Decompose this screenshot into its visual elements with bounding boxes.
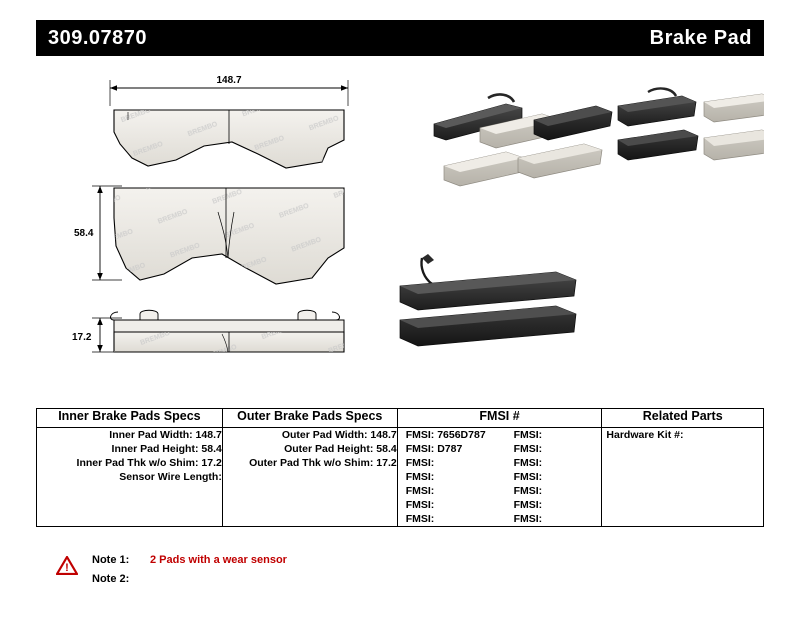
fmsi-label-5: FMSI: (405, 485, 435, 497)
note-2-label: Note 2: (92, 573, 130, 585)
fmsi-label-9: FMSI: (513, 443, 543, 455)
fmsi-label-8: FMSI: (513, 429, 543, 441)
inner-specs-cell (37, 428, 223, 527)
outer-pad-width-value: 148.7 (370, 429, 397, 441)
pad-outline-middle (114, 188, 344, 284)
fmsi-label-3: FMSI: (405, 457, 435, 469)
spec-row (37, 470, 222, 484)
fmsi-row (398, 512, 602, 526)
fmsi-label-14: FMSI: (513, 513, 543, 525)
spec-row (223, 456, 397, 470)
product-drawing-area (36, 62, 764, 392)
svg-text:17.2: 17.2 (72, 332, 92, 343)
hardware-kit-row (602, 428, 763, 442)
product-drawing-svg (36, 62, 764, 392)
part-number: 309.07870 (48, 26, 148, 49)
note-2-row (56, 573, 556, 592)
fmsi-value-1: 7656D787 (437, 429, 486, 441)
fmsi-label-12: FMSI: (513, 485, 543, 497)
fmsi-label-6: FMSI: (405, 499, 435, 511)
fmsi-cell (397, 428, 602, 527)
spec-row (37, 456, 222, 470)
fmsi-label-4: FMSI: (405, 471, 435, 483)
svg-text:58.4: 58.4 (74, 228, 94, 239)
sensor-wire-length-label: Sensor Wire Length: (119, 471, 222, 483)
fmsi-label-1: FMSI: (405, 429, 435, 441)
spec-row (37, 428, 222, 442)
fmsi-label-7: FMSI: (405, 513, 435, 525)
inner-pad-width-label: Inner Pad Width: (109, 429, 193, 441)
fmsi-row (398, 442, 602, 456)
inner-pad-thk-label: Inner Pad Thk w/o Shim: (76, 457, 199, 469)
pad-outline-top (114, 110, 344, 168)
inner-pad-height-label: Inner Pad Height: (111, 443, 199, 455)
fmsi-value-2: D787 (437, 443, 463, 455)
svg-text:148.7: 148.7 (216, 75, 242, 86)
product-photo-group-top-left (434, 95, 612, 186)
inner-pad-width-value: 148.7 (195, 429, 222, 441)
product-photo-group-top-right (618, 89, 764, 160)
fmsi-label-11: FMSI: (513, 471, 543, 483)
note-1-label: Note 1: (92, 554, 130, 566)
pad-outline-side (111, 310, 344, 352)
column-header-inner-specs: Inner Brake Pads Specs (37, 409, 223, 428)
fmsi-label-10: FMSI: (513, 457, 543, 469)
warning-icon (56, 556, 78, 575)
column-header-related-parts: Related Parts (602, 409, 764, 428)
fmsi-row (398, 456, 602, 470)
fmsi-grid (398, 428, 602, 526)
outer-pad-thk-label: Outer Pad Thk w/o Shim: (249, 457, 374, 469)
outer-specs-cell (222, 428, 397, 527)
spec-row (223, 442, 397, 456)
specs-table (36, 408, 764, 527)
svg-text:!: ! (65, 562, 69, 574)
fmsi-row (398, 470, 602, 484)
fmsi-row (398, 498, 602, 512)
inner-pad-height-value: 58.4 (201, 443, 222, 455)
header-bar (36, 20, 764, 56)
fmsi-row (398, 484, 602, 498)
fmsi-label-2: FMSI: (405, 443, 435, 455)
specs-table-body-row (37, 428, 764, 527)
hardware-kit-label: Hardware Kit #: (606, 429, 684, 441)
related-parts-cell (602, 428, 764, 527)
dimension-width (110, 75, 348, 106)
spec-row (37, 442, 222, 456)
technical-drawings (72, 75, 348, 352)
inner-pad-thk-value: 17.2 (201, 457, 222, 469)
column-header-fmsi: FMSI # (397, 409, 602, 428)
part-type: Brake Pad (649, 26, 752, 49)
column-header-outer-specs: Outer Brake Pads Specs (222, 409, 397, 428)
spec-row (223, 428, 397, 442)
note-1-text: 2 Pads with a wear sensor (150, 554, 287, 566)
fmsi-label-13: FMSI: (513, 499, 543, 511)
fmsi-row (398, 428, 602, 442)
product-photo-group-bottom (400, 254, 576, 346)
outer-pad-height-label: Outer Pad Height: (284, 443, 374, 455)
outer-pad-height-value: 58.4 (376, 443, 397, 455)
outer-pad-thk-value: 17.2 (376, 457, 397, 469)
notes-section (56, 554, 556, 592)
specs-table-header-row (37, 409, 764, 428)
note-1-row (56, 554, 556, 573)
outer-pad-width-label: Outer Pad Width: (281, 429, 368, 441)
